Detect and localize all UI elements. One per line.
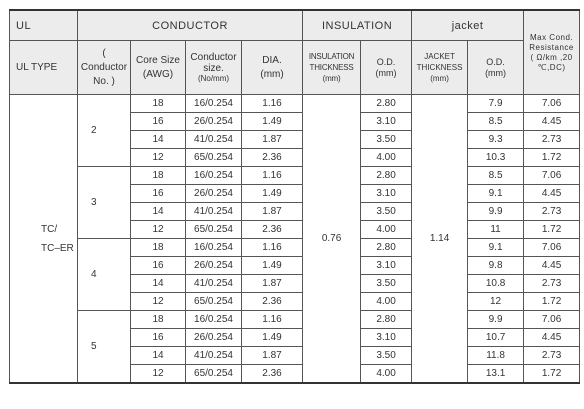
conductor-count-cell: 2	[78, 95, 131, 167]
insulation-thickness-line-2: THICKNESS	[309, 63, 354, 72]
jacket-od-cell: 7.9	[468, 95, 524, 113]
jacket-od-cell: 12	[468, 293, 524, 311]
resistance-cell: 1.72	[524, 293, 580, 311]
resistance-cell: 4.45	[524, 329, 580, 347]
dia-cell: 1.49	[242, 329, 303, 347]
jacket-thickness-line-2: THICKNESS	[416, 63, 463, 72]
dia-line-1: DIA.	[262, 54, 282, 66]
dia-cell: 1.16	[242, 167, 303, 185]
awg-cell: 14	[131, 275, 186, 293]
dia-cell: 2.36	[242, 365, 303, 384]
size-cell: 16/0.254	[186, 167, 242, 185]
table-row	[10, 239, 580, 257]
jacket-thickness-header	[412, 41, 468, 95]
size-cell: 41/0.254	[186, 203, 242, 221]
resistance-cell: 1.72	[524, 149, 580, 167]
jacket-od-cell: 9.1	[468, 239, 524, 257]
jacket-thickness-line-3: (mm)	[430, 74, 449, 83]
header-row-2	[10, 41, 580, 95]
jacket-thickness-line-1: JACKET	[424, 52, 455, 61]
jacket-od-cell: 9.9	[468, 203, 524, 221]
size-cell: 65/0.254	[186, 221, 242, 239]
ul-type-line-1: TC/	[41, 223, 58, 235]
jacket-od-cell: 9.3	[468, 131, 524, 149]
awg-cell: 16	[131, 329, 186, 347]
resistance-cell: 2.73	[524, 203, 580, 221]
size-cell: 16/0.254	[186, 239, 242, 257]
header-row-1	[10, 10, 580, 41]
insulation-od-cell: 3.10	[361, 185, 412, 203]
insulation-thickness-line-1: INSULATION	[308, 52, 355, 61]
table-row	[10, 167, 580, 185]
resistance-cell: 7.06	[524, 239, 580, 257]
insulation-thickness-header	[303, 41, 361, 95]
awg-cell: 18	[131, 311, 186, 329]
size-cell: 41/0.254	[186, 131, 242, 149]
dia-header	[242, 41, 303, 95]
dia-cell: 1.49	[242, 113, 303, 131]
table-body	[10, 95, 580, 384]
max-resistance-line-2: Resistance	[529, 42, 574, 52]
awg-cell: 14	[131, 203, 186, 221]
dia-cell: 1.16	[242, 239, 303, 257]
conductor-count-cell: 5	[78, 311, 131, 384]
dia-cell: 1.87	[242, 347, 303, 365]
size-cell: 41/0.254	[186, 275, 242, 293]
max-resistance-line-4: ℃,DC)	[537, 62, 566, 72]
jacket-od-cell: 10.8	[468, 275, 524, 293]
ul-type-line-2: TC–ER	[41, 242, 74, 254]
awg-cell: 16	[131, 113, 186, 131]
awg-cell: 14	[131, 347, 186, 365]
size-cell: 65/0.254	[186, 149, 242, 167]
insulation-od-cell: 3.10	[361, 257, 412, 275]
dia-cell: 1.87	[242, 131, 303, 149]
resistance-cell: 7.06	[524, 311, 580, 329]
dia-cell: 1.87	[242, 203, 303, 221]
insulation-od-line-2: (mm)	[375, 67, 397, 78]
conductor-size-header	[186, 41, 242, 95]
conductor-size-line-1: Conductor	[190, 52, 237, 63]
resistance-cell: 1.72	[524, 365, 580, 384]
awg-cell: 18	[131, 95, 186, 113]
size-cell: 65/0.254	[186, 365, 242, 384]
core-size-line-2: (AWG)	[142, 68, 174, 80]
dia-cell: 1.87	[242, 275, 303, 293]
dia-cell: 2.36	[242, 149, 303, 167]
jacket-od-cell: 10.7	[468, 329, 524, 347]
cable-spec-table-container	[9, 9, 580, 384]
jacket-od-cell: 11.8	[468, 347, 524, 365]
insulation-od-cell: 3.50	[361, 347, 412, 365]
conductor-size-line-2: size.	[203, 63, 224, 74]
dia-line-2: (mm)	[260, 68, 284, 80]
insulation-od-cell: 2.80	[361, 167, 412, 185]
resistance-cell: 4.45	[524, 257, 580, 275]
awg-cell: 12	[131, 221, 186, 239]
conductor-count-cell: 4	[78, 239, 131, 311]
max-resistance-header	[524, 10, 580, 95]
jacket-od-cell: 13.1	[468, 365, 524, 384]
jacket-header: jacket	[412, 10, 524, 41]
insulation-header: INSULATION	[303, 10, 412, 41]
insulation-od-cell: 3.50	[361, 275, 412, 293]
dia-cell: 2.36	[242, 221, 303, 239]
resistance-cell: 4.45	[524, 113, 580, 131]
resistance-cell: 2.73	[524, 131, 580, 149]
size-cell: 41/0.254	[186, 347, 242, 365]
insulation-od-cell: 3.50	[361, 203, 412, 221]
insulation-od-cell: 4.00	[361, 293, 412, 311]
jacket-od-cell: 10.3	[468, 149, 524, 167]
jacket-od-line-1: O.D.	[486, 56, 505, 67]
size-cell: 16/0.254	[186, 311, 242, 329]
conductor-no-line-1: ( Conductor	[80, 47, 128, 73]
jacket-od-cell: 8.5	[468, 113, 524, 131]
awg-cell: 14	[131, 131, 186, 149]
awg-cell: 18	[131, 167, 186, 185]
jacket-od-cell: 9.9	[468, 311, 524, 329]
resistance-cell: 7.06	[524, 95, 580, 113]
conductor-header: CONDUCTOR	[78, 10, 303, 41]
resistance-cell: 7.06	[524, 167, 580, 185]
conductor-size-line-3: (No/mm)	[197, 74, 230, 83]
size-cell: 26/0.254	[186, 329, 242, 347]
awg-cell: 12	[131, 149, 186, 167]
dia-cell: 2.36	[242, 293, 303, 311]
awg-cell: 12	[131, 293, 186, 311]
jacket-od-line-2: (mm)	[485, 67, 507, 78]
cable-spec-table	[9, 9, 580, 384]
resistance-cell: 4.45	[524, 185, 580, 203]
insulation-od-line-1: O.D.	[376, 56, 396, 67]
insulation-thickness-cell: 0.76	[303, 95, 361, 384]
conductor-no-header	[78, 41, 131, 95]
insulation-od-cell: 3.50	[361, 131, 412, 149]
awg-cell: 18	[131, 239, 186, 257]
insulation-od-cell: 2.80	[361, 311, 412, 329]
dia-cell: 1.16	[242, 311, 303, 329]
insulation-od-cell: 2.80	[361, 239, 412, 257]
insulation-od-header	[361, 41, 412, 95]
insulation-thickness-line-3: (mm)	[322, 74, 341, 83]
jacket-od-header	[468, 41, 524, 95]
insulation-od-cell: 3.10	[361, 113, 412, 131]
conductor-count-cell: 3	[78, 167, 131, 239]
size-cell: 65/0.254	[186, 293, 242, 311]
jacket-od-cell: 9.8	[468, 257, 524, 275]
insulation-od-cell: 4.00	[361, 365, 412, 384]
insulation-od-cell: 4.00	[361, 149, 412, 167]
max-resistance-line-3: ( Ω/km ,20	[530, 52, 573, 62]
insulation-od-cell: 2.80	[361, 95, 412, 113]
awg-cell: 16	[131, 185, 186, 203]
dia-cell: 1.49	[242, 185, 303, 203]
jacket-od-cell: 8.5	[468, 167, 524, 185]
size-cell: 26/0.254	[186, 257, 242, 275]
size-cell: 26/0.254	[186, 185, 242, 203]
ul-type-header: UL TYPE	[10, 41, 78, 95]
size-cell: 16/0.254	[186, 95, 242, 113]
awg-cell: 16	[131, 257, 186, 275]
dia-cell: 1.49	[242, 257, 303, 275]
jacket-od-cell: 9.1	[468, 185, 524, 203]
conductor-no-line-2: No. )	[93, 75, 115, 87]
core-size-line-1: Core Size	[136, 54, 180, 66]
jacket-thickness-cell: 1.14	[412, 95, 468, 384]
core-size-header	[131, 41, 186, 95]
awg-cell: 12	[131, 365, 186, 384]
size-cell: 26/0.254	[186, 113, 242, 131]
insulation-od-cell: 4.00	[361, 221, 412, 239]
insulation-od-cell: 3.10	[361, 329, 412, 347]
ul-type-cell	[10, 95, 78, 384]
resistance-cell: 2.73	[524, 275, 580, 293]
ul-header: UL	[10, 10, 78, 41]
table-row	[10, 95, 580, 113]
max-resistance-line-1: Max Cond.	[529, 32, 574, 42]
table-row	[10, 311, 580, 329]
resistance-cell: 1.72	[524, 221, 580, 239]
dia-cell: 1.16	[242, 95, 303, 113]
resistance-cell: 2.73	[524, 347, 580, 365]
jacket-od-cell: 11	[468, 221, 524, 239]
